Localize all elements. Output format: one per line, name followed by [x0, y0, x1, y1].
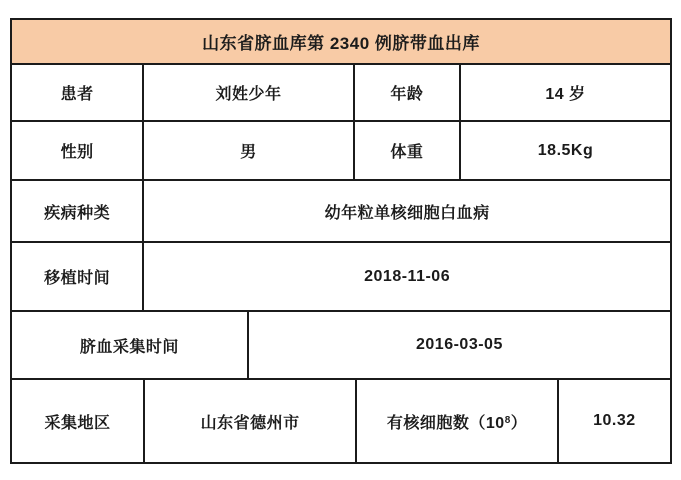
- transplant-date-label: 移植时间: [12, 243, 144, 310]
- collection-region-value: 山东省德州市: [145, 380, 358, 462]
- table-row: [12, 380, 670, 462]
- page-title: 山东省脐血库第 2340 例脐带血出库: [12, 20, 670, 63]
- age-value: 14 岁: [461, 65, 670, 120]
- weight-value: 18.5Kg: [461, 122, 670, 179]
- collection-region-label: 采集地区: [12, 380, 145, 462]
- patient-label: 患者: [12, 65, 144, 120]
- nucleated-cells-label-close: ）: [510, 414, 528, 432]
- collection-date-label: 脐血采集时间: [12, 312, 249, 378]
- disease-value: 幼年粒单核细胞白血病: [144, 181, 670, 241]
- weight-label: 体重: [355, 122, 461, 179]
- nucleated-cells-label: 有核细胞数（10 8 ）: [357, 380, 558, 462]
- table-row: [12, 181, 670, 243]
- transplant-date-value: 2018-11-06: [144, 243, 670, 310]
- table-row: [12, 312, 670, 380]
- collection-date-value: 2016-03-05: [249, 312, 670, 378]
- age-label: 年龄: [355, 65, 461, 120]
- disease-label: 疾病种类: [12, 181, 144, 241]
- table-header-row: [12, 20, 670, 65]
- gender-label: 性别: [12, 122, 144, 179]
- patient-value: 刘姓少年: [144, 65, 355, 120]
- table-row: [12, 65, 670, 122]
- table-row: [12, 122, 670, 181]
- gender-value: 男: [144, 122, 355, 179]
- nucleated-cells-label-text: 有核细胞数（10: [386, 414, 505, 432]
- table-row: [12, 243, 670, 312]
- cord-blood-record-table: [10, 18, 672, 464]
- nucleated-cells-value: 10.32: [559, 380, 670, 462]
